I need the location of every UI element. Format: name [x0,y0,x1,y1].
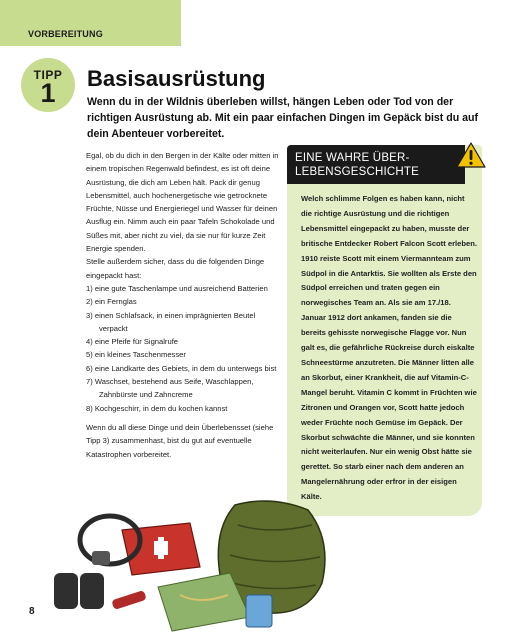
tip-label: TIPP [33,68,63,82]
section-label: VORBEREITUNG [28,29,103,39]
list-item: 3) einen Schlafsack, in einen imprägnierten Beutel verpackt [86,310,256,333]
body-paragraph: Wenn du all diese Dinge und dein Überlebensset (siehe Tipp 3) zusammenhast, bist du gut auf eventuelle Katastrophen vorbereitet. [86,422,274,459]
list-item: 8) Kochgeschirr, in dem du kochen kannst [86,403,228,413]
story-heading-line: EINE WAHRE ÜBER- [295,152,410,164]
story-heading-line: LEBENSGESCHICHTE [295,166,419,178]
page-number: 8 [29,606,35,617]
story-heading [287,145,465,184]
list-item: 7) Waschset, bestehend aus Seife, Waschlappen, Zahnbürste und Zahncreme [86,377,254,400]
first-aid-kit-icon [122,523,200,575]
body-column [86,149,282,461]
body-paragraph: Stelle außerdem sicher, dass du die folgenden Dinge eingepackt hast: [86,257,265,280]
list-item: 5) ein kleines Taschenmesser [86,350,186,360]
true-story-box [287,145,482,516]
body-paragraph: Egal, ob du dich in den Bergen in der Kälte oder mitten in einem tropischen Regenwald befindest, es ist oft deine Ausrüstung, die dich am Leben hält. Pack dir genug Lebensmittel, auch hochenergetische wie getrocknete Früchte, Nüsse und Energieriegel und Wasser für deinen Ausflug ein. Nimm auch ein paar Tafeln Schokolade und Süßes mit, aber nicht zu viel, da sie nur für kurze Zeit Energie spenden. [86,151,279,254]
warning-triangle-icon [456,142,486,168]
list-item: 1) eine gute Taschenlampe und ausreichend Batterien [86,283,268,293]
tip-badge [21,58,75,112]
survival-gear-illustration [50,495,340,635]
section-tab [0,0,181,46]
intro-text: Wenn du in der Wildnis überleben willst, hängen Leben oder Tod von der richtigen Ausrüstung ab. Mit ein paar einfachen Dingen im Gepäck bist du auf dein Abenteuer vorbereitet. [87,96,479,140]
list-item: 2) ein Fernglas [86,297,137,307]
list-item: 6) eine Landkarte des Gebiets, in dem du unterwegs bist [86,363,277,373]
wash-kit-icon [246,595,272,627]
pocket-knife-icon [111,590,146,610]
binoculars-icon [54,573,104,609]
list-item: 4) eine Pfeife für Signalrufe [86,337,179,347]
tip-number: 1 [40,78,56,108]
page-title: Basisausrüstung [87,66,266,91]
story-text: Welch schlimme Folgen es haben kann, nicht die richtige Ausrüstung und die richtigen Lebensmittel eingepackt zu haben, musste der britische Entdecker Robert Falcon Scott erleben. 1910 reiste Scott mit einem Viermannteam zum Südpol in die Antarktis. Sie wollten als Erste den Südpol erreichen und traten gegen ein norwegisches Team an. Als sie am 17./18. Januar 1912 dort ankamen, fanden sie die bereits gehisste norwegische Flagge vor. Nun galt es, die gefährliche Rückreise durch eiskalte Schneestürme anzutreten. Die Männer litten alle an Skorbut, einer Krankheit, die auf Vitamin-C-Mangel beruht. Vitamin C kommt in Früchten wie Zitronen und Orangen vor, Scott hatte jedoch weder Früchte noch Gemüse im Gepäck. Der Skorbut schwächte die Männer, und sie konnten nicht weiterlaufen. Nur ein wenig Obst hätte sie gerettet. So starb einer nach dem anderen an Mangelernährung oder erfror in der eisigen Kälte. [301,194,477,502]
